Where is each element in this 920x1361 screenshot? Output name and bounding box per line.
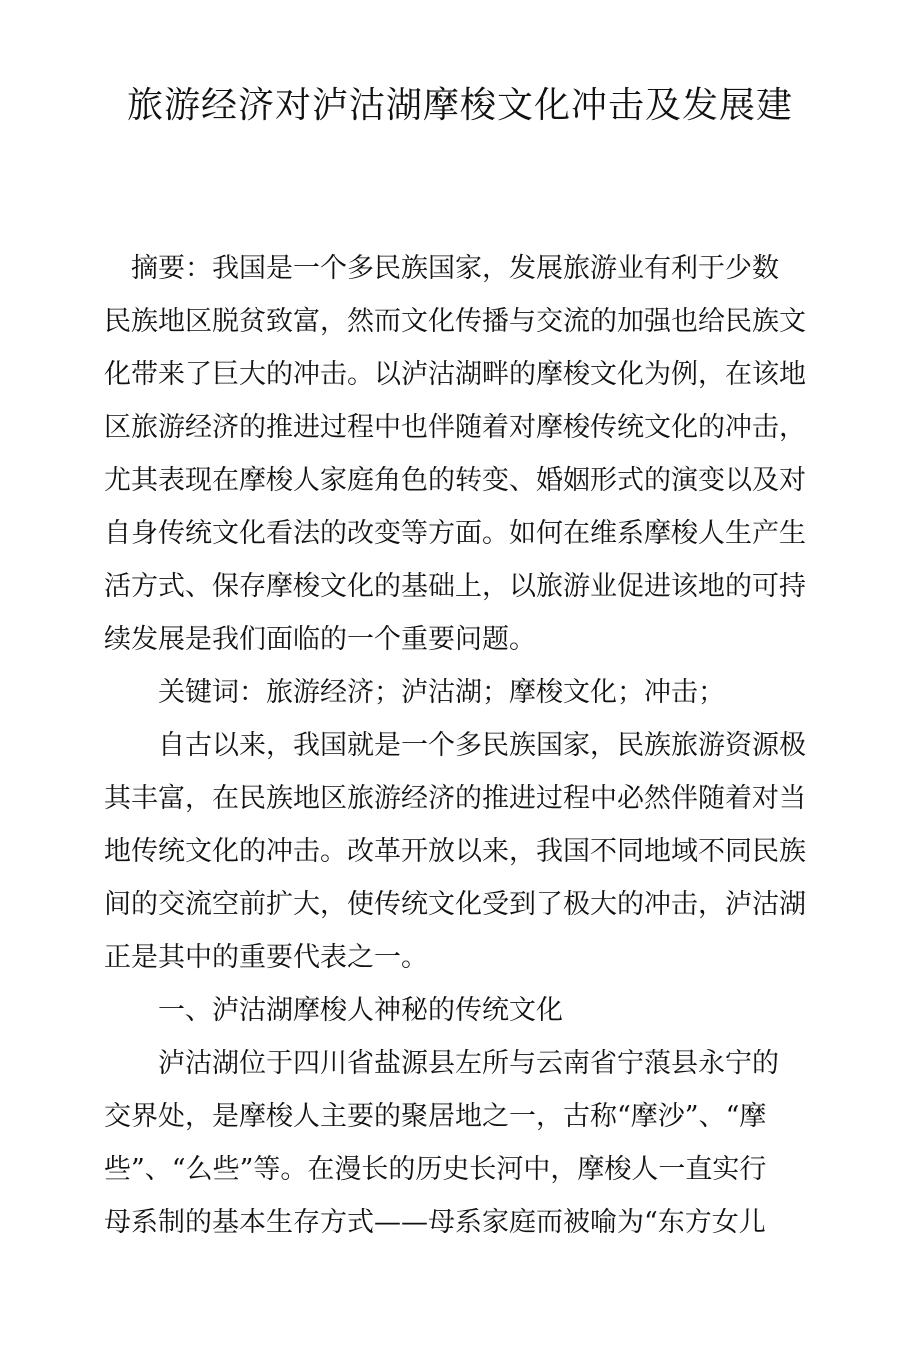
text-line: 区旅游经济的推进过程中也伴随着对摩梭传统文化的冲击， — [104, 412, 806, 443]
text-line: 自古以来，我国就是一个多民族国家，民族旅游资源极 — [104, 730, 806, 761]
text-line: 地传统文化的冲击。改革开放以来，我国不同地域不同民族 — [104, 836, 806, 867]
text-line: 母系制的基本生存方式——母系家庭而被喻为“东方女儿 — [104, 1207, 766, 1238]
text-line: 化带来了巨大的冲击。以泸沽湖畔的摩梭文化为例，在该地 — [104, 359, 806, 390]
text-line: 正是其中的重要代表之一。 — [104, 942, 428, 973]
text-line: 尤其表现在摩梭人家庭角色的转变、婚姻形式的演变以及对 — [104, 465, 806, 496]
document-title: 旅游经济对泸沽湖摩梭文化冲击及发展建 — [126, 85, 793, 126]
document-body — [104, 242, 806, 1249]
text-line: 泸沽湖位于四川省盐源县左所与云南省宁蒗县永宁的 — [104, 1048, 779, 1079]
keywords-line: 关键词：旅游经济；泸沽湖；摩梭文化；冲击； — [104, 677, 725, 708]
text-line: 活方式、保存摩梭文化的基础上，以旅游业促进该地的可持 — [104, 571, 806, 602]
text-line: 摘要：我国是一个多民族国家，发展旅游业有利于少数 — [104, 253, 779, 284]
text-line: 交界处，是摩梭人主要的聚居地之一，古称“摩沙”、“摩 — [104, 1101, 767, 1132]
text-line: 间的交流空前扩大，使传统文化受到了极大的冲击，泸沽湖 — [104, 889, 806, 920]
text-line: 民族地区脱贫致富，然而文化传播与交流的加强也给民族文 — [104, 306, 806, 337]
text-line: 其丰富，在民族地区旅游经济的推进过程中必然伴随着对当 — [104, 783, 806, 814]
text-line: 自身传统文化看法的改变等方面。如何在维系摩梭人生产生 — [104, 518, 806, 549]
section-heading: 一、泸沽湖摩梭人神秘的传统文化 — [104, 995, 563, 1026]
text-line: 些”、“么些”等。在漫长的历史长河中，摩梭人一直实行 — [104, 1154, 767, 1185]
text-line: 续发展是我们面临的一个重要问题。 — [104, 624, 536, 655]
